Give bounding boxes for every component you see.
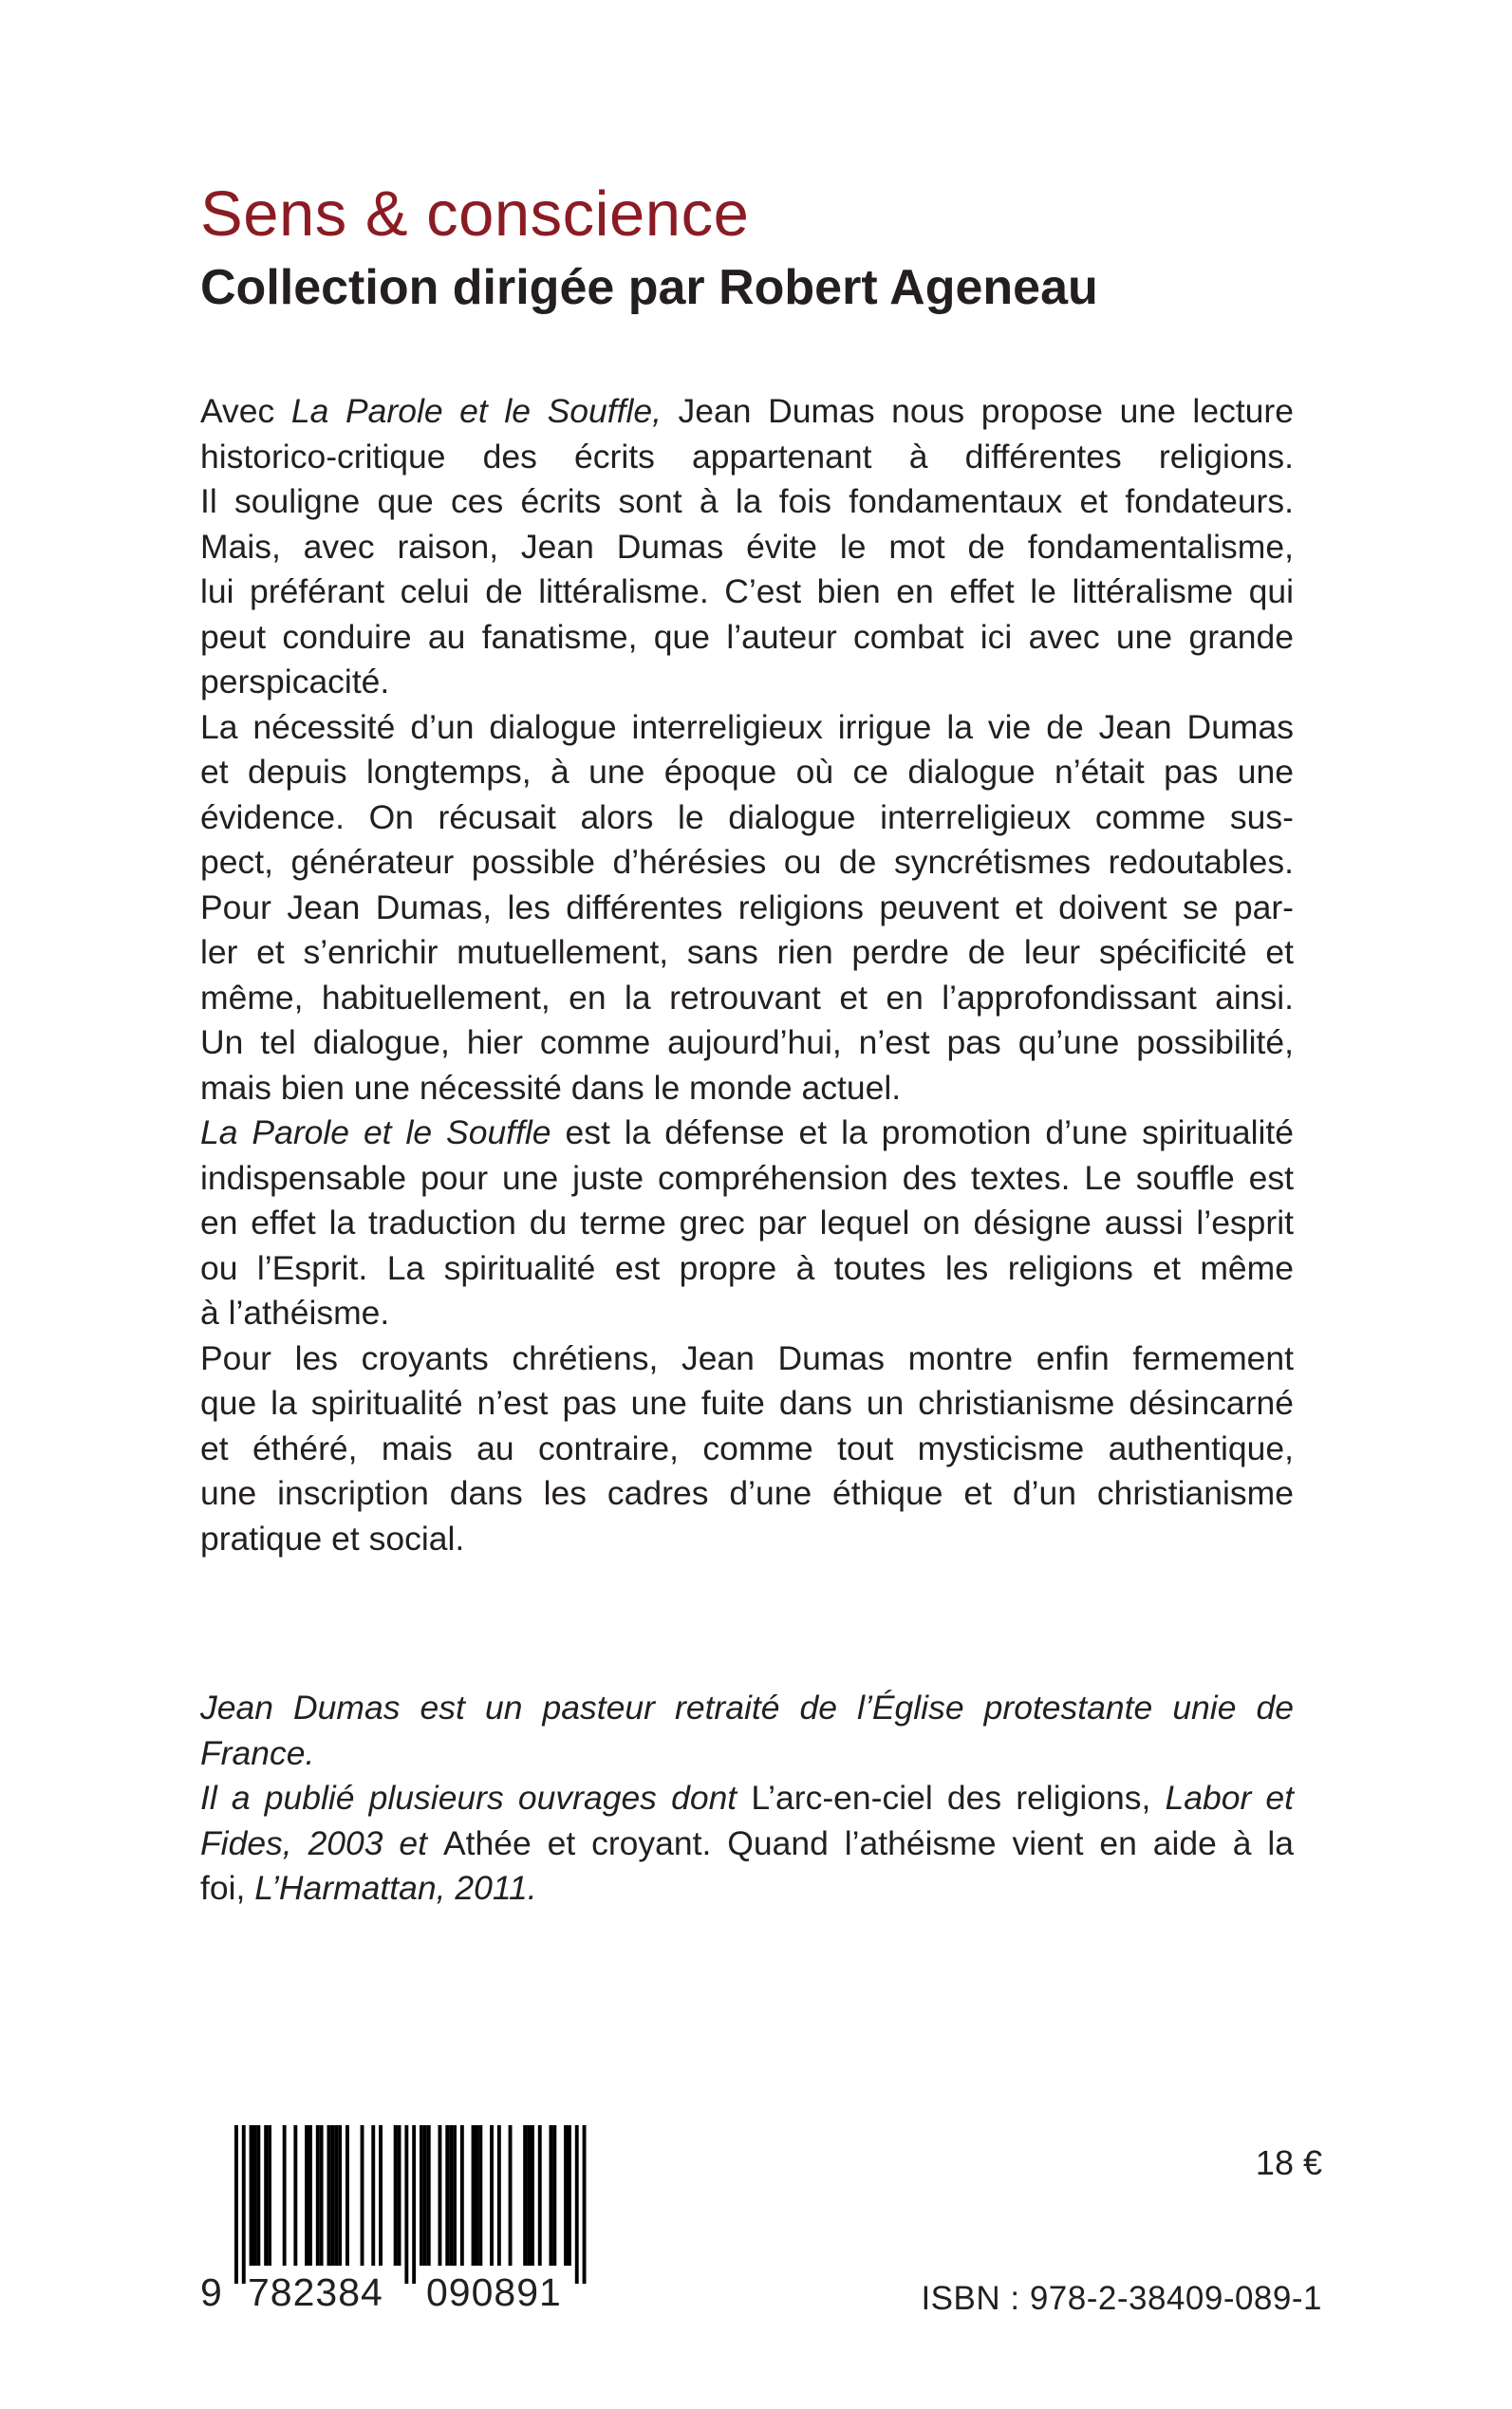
- text-line: [200, 615, 1294, 661]
- barcode-bar: [379, 2125, 383, 2266]
- paragraph-4: [200, 1336, 1294, 1562]
- italic-segment: La Parole et le Souffle,: [290, 392, 662, 430]
- text-line: [200, 1246, 1294, 1292]
- barcode-bar: [420, 2125, 423, 2266]
- text-line: [200, 1291, 1294, 1336]
- text-line: [200, 886, 1294, 931]
- barcode-bar: [361, 2125, 364, 2266]
- text-line: [200, 435, 1294, 480]
- barcode-bar: [253, 2125, 257, 2266]
- italic-segment: Fides, 2003 et: [200, 1823, 443, 1862]
- text-segment: Mais, avec raison, Jean Dumas évite le mot de fondamentalisme,: [200, 527, 1294, 566]
- collection-title: Sens & conscience: [200, 178, 750, 250]
- barcode-bar: [453, 2125, 457, 2266]
- barcode-bar: [439, 2125, 442, 2266]
- barcode-bar: [460, 2125, 464, 2266]
- barcode-bar: [398, 2125, 401, 2266]
- text-line: [200, 389, 1294, 435]
- text-line: [200, 479, 1294, 525]
- text-segment: est la défense et la promotion d’une spiritualité: [551, 1113, 1294, 1151]
- text-segment: ler et s’enrichir mutuellement, sans rien perdre de leur spécificité et: [200, 933, 1294, 971]
- text-segment: perspicacité.: [200, 663, 390, 700]
- italic-segment: Jean Dumas est un pasteur retraité de l’Église protestante unie de France.: [200, 1689, 1294, 1772]
- text-line: [200, 1066, 1294, 1111]
- barcode-bar: [305, 2125, 308, 2266]
- barcode-bar: [583, 2125, 587, 2284]
- italic-segment: Il a publié plusieurs ouvrages dont: [200, 1779, 752, 1817]
- paragraph-2: [200, 705, 1294, 1111]
- text-segment: La nécessité d’un dialogue interreligieux irrigue la vie de Jean Dumas: [200, 707, 1294, 746]
- text-line: [200, 750, 1294, 795]
- text-line: [200, 1336, 1294, 1382]
- paragraph-1: [200, 389, 1294, 705]
- text-line: [200, 705, 1294, 751]
- text-line: [200, 1866, 1294, 1912]
- text-segment: en effet la traduction du terme grec par lequel on désigne aussi l’esprit: [200, 1204, 1294, 1242]
- text-segment: historico-critique des écrits appartenant à différentes religions.: [200, 437, 1294, 476]
- barcode-bar: [242, 2125, 246, 2284]
- text-segment: Athée et croyant. Quand l’athéisme vient en aide à la: [442, 1823, 1295, 1862]
- text-segment: Jean Dumas nous propose une lecture: [661, 392, 1294, 430]
- text-line: [200, 1686, 1294, 1776]
- barcode-bar: [264, 2125, 268, 2266]
- text-line: [200, 1776, 1294, 1821]
- isbn: ISBN : 978-2-38409-089-1: [921, 2280, 1322, 2317]
- text-segment: Il souligne que ces écrits sont à la fois fondamentaux et fondateurs.: [200, 482, 1294, 520]
- text-segment: L’arc-en-ciel des religions,: [751, 1779, 1166, 1817]
- text-segment: Un tel dialogue, hier comme aujourd’hui, n’est pas qu’une possibilité,: [200, 1023, 1294, 1061]
- barcode-bar: [268, 2125, 271, 2266]
- text-segment: indispensable pour une juste compréhension des textes. Le souffle est: [200, 1158, 1294, 1197]
- text-segment: une inscription dans les cadres d’une éthique et d’un christianisme: [200, 1474, 1294, 1512]
- text-segment: Pour les croyants chrétiens, Jean Dumas montre enfin fermement: [200, 1338, 1294, 1377]
- barcode-bar: [412, 2125, 416, 2284]
- barcode-bar: [394, 2125, 398, 2266]
- barcode-bar: [575, 2125, 579, 2284]
- paragraph-3: [200, 1111, 1294, 1336]
- barcode-bar: [283, 2125, 287, 2266]
- text-segment: et éthéré, mais au contraire, comme tout mysticisme authentique,: [200, 1429, 1294, 1467]
- header: [200, 177, 1339, 319]
- text-line: [200, 525, 1294, 570]
- barcode-bar: [423, 2125, 427, 2266]
- text-line: [200, 1201, 1294, 1246]
- barcode-bar: [523, 2125, 527, 2266]
- barcode-bar: [564, 2125, 568, 2266]
- text-segment: pect, générateur possible d’hérésies ou de syncrétismes redoutables.: [200, 843, 1294, 881]
- barcode-bar: [234, 2125, 238, 2284]
- barcode-bar: [490, 2125, 494, 2266]
- text-segment: évidence. On récusait alors le dialogue interreligieux comme sus-: [200, 797, 1294, 836]
- text-segment: lui préférant celui de littéralisme. C’est bien en effet le littéralisme qui: [200, 572, 1294, 610]
- barcode-bar: [449, 2125, 453, 2266]
- barcode-digit-group-2: 090891: [426, 2270, 562, 2314]
- text-segment: à l’athéisme.: [200, 1294, 390, 1332]
- barcode-bar: [404, 2125, 408, 2284]
- barcode-bar: [538, 2125, 542, 2266]
- text-line: [200, 1427, 1294, 1472]
- collection-director: Collection dirigée par Robert Ageneau: [200, 260, 1098, 315]
- barcode-bar: [371, 2125, 375, 2266]
- text-line: [200, 1821, 1294, 1867]
- barcode-bar: [472, 2125, 476, 2266]
- italic-segment: La Parole et le Souffle: [200, 1113, 551, 1151]
- barcode-bar: [476, 2125, 479, 2266]
- text-line: [200, 1111, 1294, 1156]
- barcode-bar: [316, 2125, 320, 2266]
- back-cover-blurb: [200, 389, 1294, 1561]
- text-line: [200, 840, 1294, 886]
- text-segment: Pour Jean Dumas, les différentes religions peuvent et doivent se par-: [200, 887, 1294, 926]
- barcode-bar: [327, 2125, 331, 2266]
- text-line: [200, 660, 1294, 705]
- barcode-bar: [497, 2125, 501, 2266]
- barcode-bar: [427, 2125, 431, 2266]
- text-segment: Avec: [200, 392, 291, 430]
- barcode-bar: [550, 2125, 553, 2266]
- text-line: [200, 1471, 1294, 1517]
- barcode-bar: [531, 2125, 534, 2266]
- price: 18 €: [1255, 2143, 1322, 2182]
- text-line: [200, 976, 1294, 1021]
- isbn-barcode: [200, 2125, 602, 2284]
- barcode-bar: [338, 2125, 342, 2266]
- barcode-digits: [200, 2270, 608, 2316]
- text-line: [200, 570, 1294, 615]
- barcode-bar: [308, 2125, 312, 2266]
- text-segment: ou l’Esprit. La spiritualité est propre à toutes les religions et même: [200, 1248, 1294, 1287]
- text-line: [200, 795, 1294, 841]
- text-segment: même, habituellement, en la retrouvant et en l’approfondissant ainsi.: [200, 978, 1294, 1017]
- barcode-bar: [345, 2125, 349, 2266]
- text-segment: foi,: [200, 1869, 255, 1907]
- barcode-bar: [568, 2125, 571, 2266]
- text-line: [200, 1517, 1294, 1562]
- italic-segment: Labor et: [1165, 1779, 1295, 1817]
- barcode-bar: [256, 2125, 260, 2266]
- barcode-bar: [552, 2125, 556, 2266]
- barcode-bar: [293, 2125, 297, 2266]
- barcode-bar: [334, 2125, 338, 2266]
- text-segment: et depuis longtemps, à une époque où ce dialogue n’était pas une: [200, 753, 1294, 791]
- text-line: [200, 1381, 1294, 1427]
- barcode-bar: [320, 2125, 324, 2266]
- text-segment: pratique et social.: [200, 1519, 465, 1558]
- barcode-bar: [527, 2125, 531, 2266]
- barcode-digit-group-1: 782384: [248, 2270, 383, 2314]
- barcode-bar: [330, 2125, 334, 2266]
- barcode-digit-lead: 9: [200, 2270, 223, 2314]
- barcode-bar: [478, 2125, 482, 2266]
- text-line: [200, 930, 1294, 976]
- text-segment: mais bien une nécessité dans le monde actuel.: [200, 1068, 902, 1107]
- author-bio: [200, 1686, 1294, 1912]
- text-line: [200, 1156, 1294, 1202]
- text-line: [200, 1020, 1294, 1066]
- text-segment: peut conduire au fanatisme, que l’auteur combat ici avec une grande: [200, 617, 1294, 656]
- barcode-bar: [250, 2125, 253, 2266]
- barcode-bar: [445, 2125, 449, 2266]
- barcode-bar: [509, 2125, 513, 2266]
- text-segment: que la spiritualité n’est pas une fuite dans un christianisme désincarné: [200, 1384, 1294, 1422]
- italic-segment: L’Harmattan, 2011.: [254, 1869, 537, 1907]
